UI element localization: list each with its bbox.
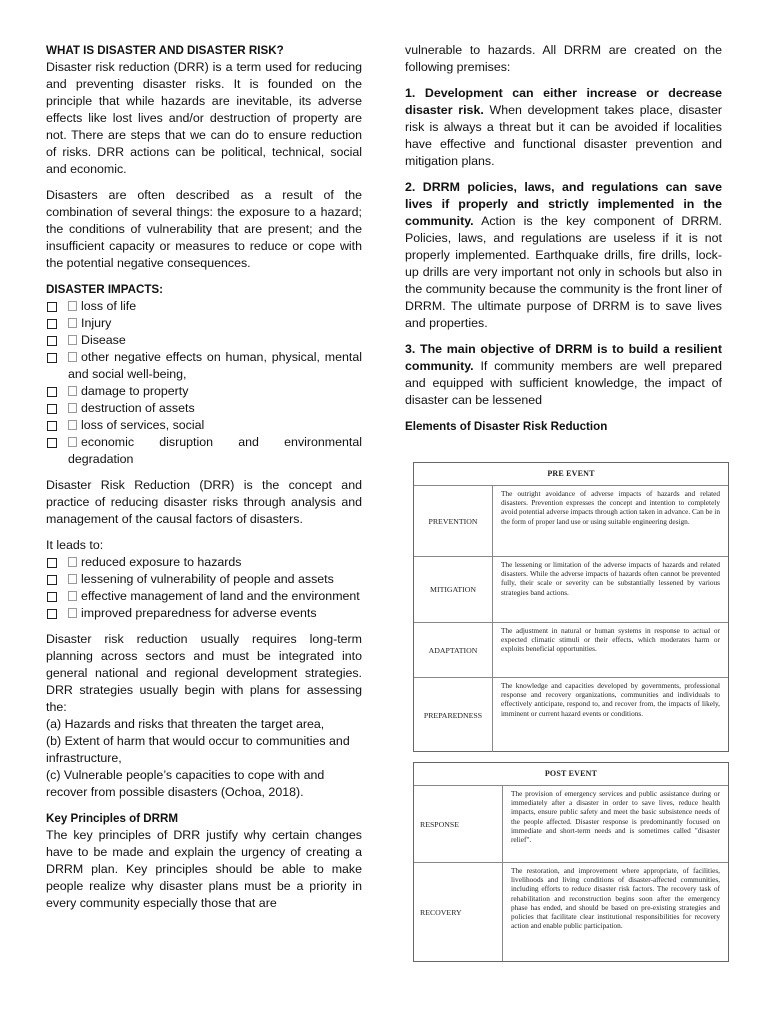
checkbox-icon <box>47 336 57 346</box>
list-item: Disease <box>46 332 362 349</box>
paragraph-drr-definition: Disaster risk reduction (DRR) is a term used for reducing and preventing disaster risks. It is founded on the principle that while hazards are inevitable, its adverse effects like lost lives and/or destruction of property are not. There are steps that we can do to ensure reduction of risks. DRR actions can be political, technical, social and economic. <box>46 60 362 176</box>
impacts-list <box>46 298 362 468</box>
paragraph-drr-planning: Disaster risk reduction usually requires long-term planning across sectors and must be integrated into general national and regional development strategies. DRR strategies usually begin with plans for assessing the: <box>46 632 362 714</box>
heading-what-is-disaster: WHAT IS DISASTER AND DISASTER RISK? <box>46 44 284 57</box>
row-description: The lessening or limitation of the adverse impacts of hazards and related disasters. While the adverse impacts of hazards often cannot be prevented fully, their scale or severity can be substantially lessened by various strategies band actions. <box>501 560 720 597</box>
table-header: PRE EVENT <box>414 463 728 486</box>
missing-glyph-icon <box>68 335 77 345</box>
heading-disaster-impacts: DISASTER IMPACTS: <box>46 283 164 296</box>
missing-glyph-icon <box>68 557 77 567</box>
checkbox-icon <box>47 387 57 397</box>
missing-glyph-icon <box>68 352 77 362</box>
paragraph-key-principles: The key principles of DRR justify why certain changes have to be made and explain the urgency of creating a DRRM plan. Key principles should be able to make people realize why disaster plans must be a priority in every community especially those that are <box>46 828 362 910</box>
missing-glyph-icon <box>68 608 77 618</box>
leads-list <box>46 554 362 622</box>
checkbox-icon <box>47 558 57 568</box>
missing-glyph-icon <box>68 301 77 311</box>
list-item: Injury <box>46 315 362 332</box>
checkbox-icon <box>47 575 57 585</box>
missing-glyph-icon <box>68 386 77 396</box>
premise-3: 3. The main objective of DRRM is to build a resilient community. If community members are well prepared and equipped with sufficient knowledge, the impact of disaster can be lessened <box>405 342 722 407</box>
premise-1: 1. Development can either increase or decrease disaster risk. When development takes place, disaster risk is always a threat but it can be avoided if localities have effective and functional disaster prevention and mitigation plans. <box>405 86 722 168</box>
list-item: loss of services, social <box>46 417 362 434</box>
row-label: PREPAREDNESS <box>414 678 493 752</box>
row-label: MITIGATION <box>414 557 493 622</box>
list-item: economic disruption and environmental degradation <box>46 434 362 468</box>
checkbox-icon <box>47 302 57 312</box>
checkbox-icon <box>47 592 57 602</box>
missing-glyph-icon <box>68 437 77 447</box>
list-item: loss of life <box>46 298 362 315</box>
post-event-table <box>413 762 729 962</box>
assessment-item-c: (c) Vulnerable people’s capacities to cope with and recover from possible disasters (Ochoa, 2018). <box>46 768 325 799</box>
paragraph-continuation: vulnerable to hazards. All DRRM are created on the following premises: <box>405 43 722 74</box>
assessment-item-b: (b) Extent of harm that would occur to communities and infrastructure, <box>46 734 350 765</box>
table-row <box>414 486 728 557</box>
checkbox-icon <box>47 421 57 431</box>
missing-glyph-icon <box>68 574 77 584</box>
row-description: The outright avoidance of adverse impacts of hazards and related disasters. Prevention expresses the concept and intention to completely avoid potential adverse impacts through action taken in advance. Can be in the form of proper land use or using suitable engineering design. <box>501 489 720 526</box>
row-description: The provision of emergency services and public assistance during or immediately after a disaster in order to save lives, reduce health impacts, ensure public safety and meet the basic subsistence needs of the people affected. Disaster response is predominantly focused on immediate and short-term needs and is sometimes called "disaster relief". <box>511 789 720 845</box>
row-description: The knowledge and capacities developed by governments, professional response and recovery organizations, communities and individuals to effectively anticipate, respond to, and recover from, the impacts of likely, imminent or current hazard events or conditions. <box>501 681 720 718</box>
paragraph-drr-concept: Disaster Risk Reduction (DRR) is the concept and practice of reducing disaster risks through analysis and management of the causal factors of disasters. <box>46 478 362 526</box>
table-row <box>414 863 728 961</box>
checkbox-icon <box>47 609 57 619</box>
list-item: destruction of assets <box>46 400 362 417</box>
table-row <box>414 557 728 623</box>
row-description: The adjustment in natural or human systems in response to actual or expected climatic stimuli or their effects, which moderates harm or exploits beneficial opportunities. <box>501 626 720 654</box>
list-item: effective management of land and the environment <box>46 588 362 605</box>
list-item: other negative effects on human, physical, mental and social well-being, <box>46 349 362 383</box>
missing-glyph-icon <box>68 591 77 601</box>
row-label: ADAPTATION <box>414 623 493 677</box>
premise-2: 2. DRRM policies, laws, and regulations can save lives if properly and strictly implemented in the community. Action is the key component of DRRM. Policies, laws, and regulations are useless if it is not properly implemented. Earthquake drills, fire drills, lock-up drills are very important not only in schools but also in the community because the community is the front liner of DRRM. The ultimate purpose of DRRM is to save lives and properties. <box>405 180 722 330</box>
checkbox-icon <box>47 353 57 363</box>
heading-key-principles: Key Principles of DRRM <box>46 812 179 825</box>
row-label: PREVENTION <box>414 486 493 556</box>
right-column <box>405 42 722 435</box>
row-label: RECOVERY <box>414 863 503 961</box>
table-header: POST EVENT <box>414 763 728 786</box>
missing-glyph-icon <box>68 403 77 413</box>
leads-to-intro: It leads to: <box>46 538 104 552</box>
checkbox-icon <box>47 319 57 329</box>
checkbox-icon <box>47 404 57 414</box>
missing-glyph-icon <box>68 318 77 328</box>
table-row <box>414 786 728 863</box>
row-description: The restoration, and improvement where appropriate, of facilities, livelihoods and living conditions of disaster-affected communities, including efforts to reduce disaster risk factors. The recovery task of rehabilitation and reconstruction begins soon after the emergency phase has ended, and should be based on pre-existing strategies and policies that facilitate clear institutional responsibilities for recovery action and enable public participation. <box>511 866 720 931</box>
left-column <box>46 42 362 912</box>
row-label: RESPONSE <box>414 786 503 862</box>
list-item: lessening of vulnerability of people and assets <box>46 571 362 588</box>
table-row <box>414 623 728 678</box>
list-item: improved preparedness for adverse events <box>46 605 362 622</box>
list-item: damage to property <box>46 383 362 400</box>
pre-event-table <box>413 462 729 752</box>
table-row <box>414 678 728 752</box>
paragraph-disasters-described: Disasters are often described as a result of the combination of several things: the exposure to a hazard; the conditions of vulnerability that are present; and the insufficient capacity or measures to reduce or cope with the potential negative consequences. <box>46 188 362 270</box>
list-item: reduced exposure to hazards <box>46 554 362 571</box>
checkbox-icon <box>47 438 57 448</box>
assessment-item-a: (a) Hazards and risks that threaten the target area, <box>46 717 325 731</box>
heading-elements-drr: Elements of Disaster Risk Reduction <box>405 420 608 433</box>
missing-glyph-icon <box>68 420 77 430</box>
